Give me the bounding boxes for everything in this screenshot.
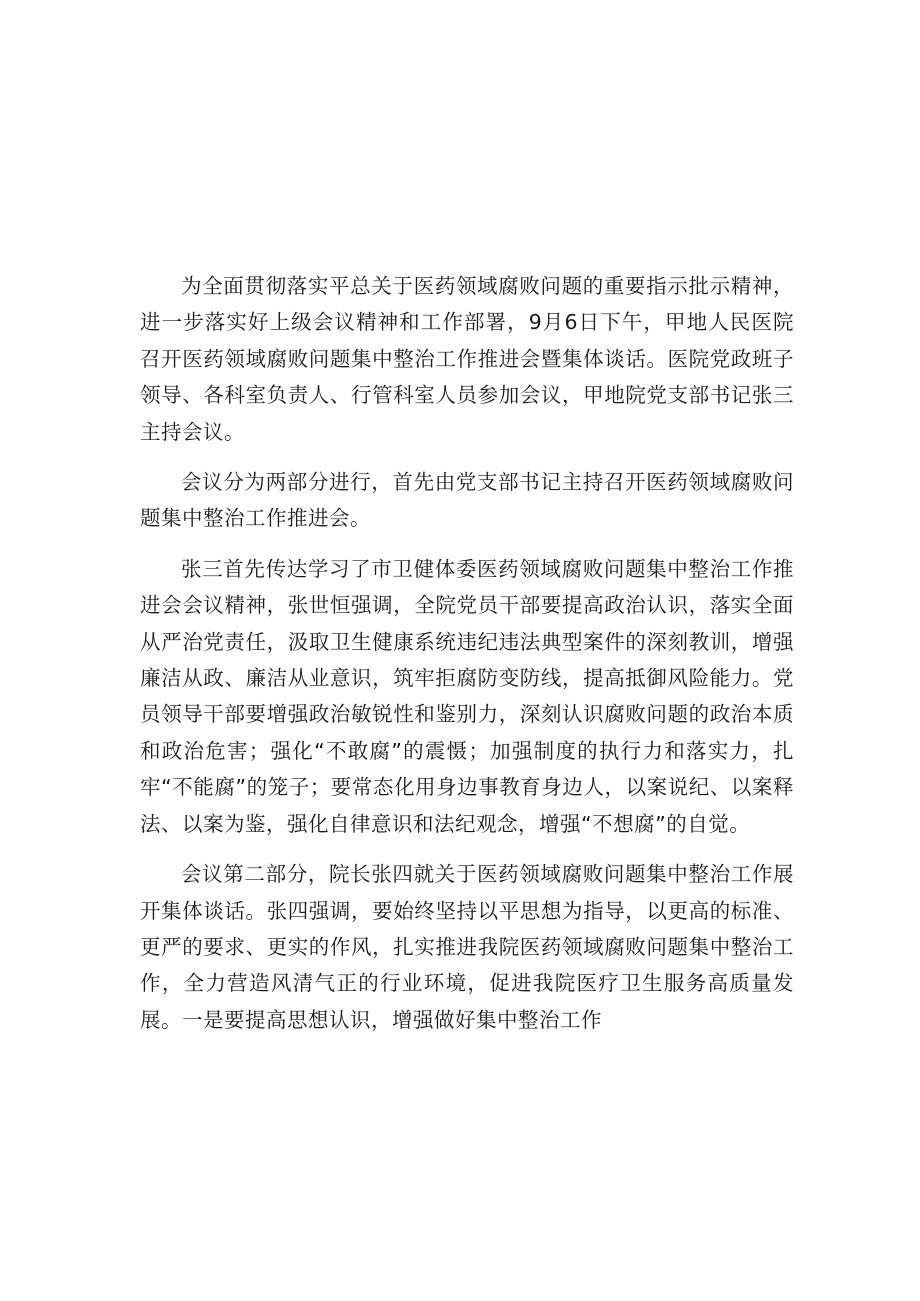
paragraph-3: 张三首先传达学习了市卫健体委医药领域腐败问题集中整治工作推进会会议精神，张世恒强调，全院党员干部要提高政治认识，落实全面从严治党责任，汲取卫生健康系统违纪违法典型案件的深刻教训，增强廉洁从政、廉洁从业意识，筑牢拒腐防变防线，提高抵御风险能力。党员领导干部要增强政治敏锐性和鉴别力，深刻认识腐败问题的政治本质和政治危害；强化“不敢腐”的震慑；加强制度的执行力和落实力，扎牢“不能腐”的笼子；要常态化用身边事教育身边人，以案说纪、以案释法、以案为鉴，强化自律意识和法纪观念，增强“不想腐”的自觉。 (140, 556, 794, 836)
paragraph-1: 为全面贯彻落实平总关于医药领域腐败问题的重要指示批示精神，进一步落实好上级会议精神和工作部署，9月6日下午，甲地人民医院召开医药领域腐败问题集中整治工作推进会暨集体谈话。医院党政班子领导、各科室负责人、行管科室人员参加会议，甲地院党支部书记张三主持会议。 (140, 274, 794, 444)
document-body (140, 268, 794, 1052)
paragraph-4: 会议第二部分，院长张四就关于医药领域腐败问题集中整治工作展开集体谈话。张四强调，要始终坚持以平思想为指导，以更高的标准、更严的要求、更实的作风，扎实推进我院医药领域腐败问题集中整治工作，全力营造风清气正的行业环境，促进我院医疗卫生服务高质量发展。一是要提高思想认识，增强做好集中整治工作 (140, 862, 794, 1032)
paragraph-2: 会议分为两部分进行，首先由党支部书记主持召开医药领域腐败问题集中整治工作推进会。 (140, 470, 794, 531)
